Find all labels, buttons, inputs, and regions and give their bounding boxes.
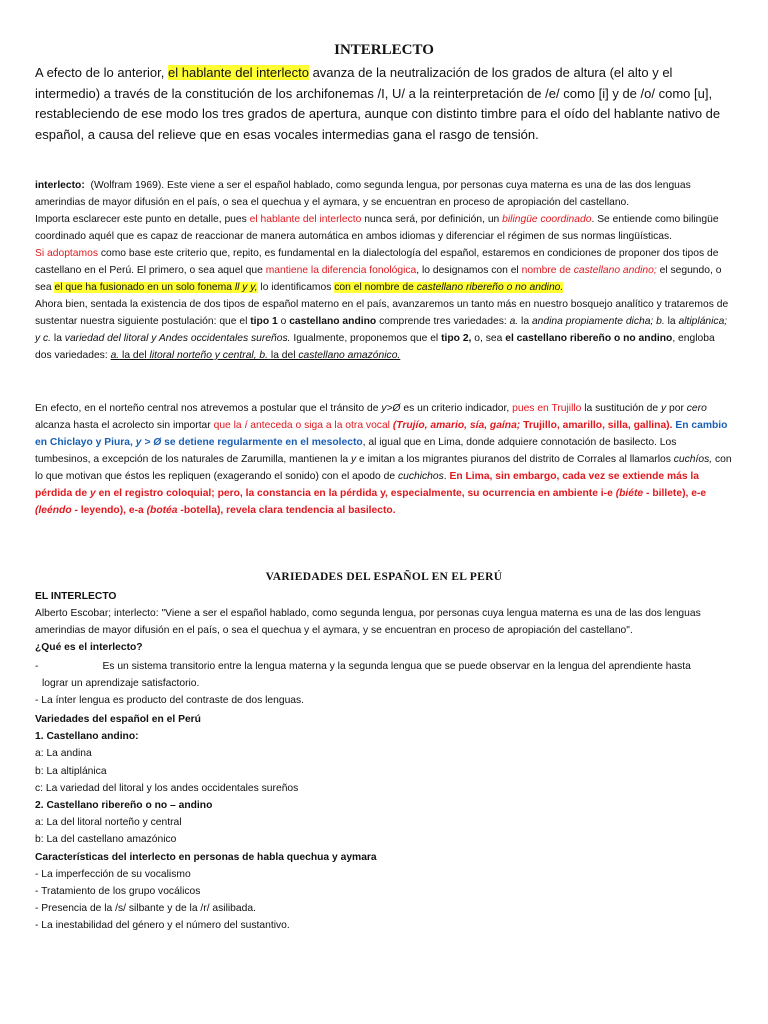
red-trujillo-ejemplos: Trujillo, amarillo, silla, gallina). — [523, 420, 673, 431]
n-text: por — [669, 403, 684, 414]
n-text: , al igual que en Lima, donde adquiere connotación de basilecto. Los tumbesinos, a excepción de los naturales de Zarumilla, mantienen la — [35, 437, 677, 465]
red-castellano-andino: castellano andino; — [573, 265, 657, 276]
red-lima: - leyendo), e-a — [74, 505, 144, 516]
crit-text: el segundo, o sea — [35, 265, 722, 293]
n-text: y — [350, 454, 357, 465]
section2-top — [35, 588, 733, 656]
dash: - — [35, 661, 39, 672]
highlight-hablante: el hablante del interlecto — [168, 65, 309, 80]
red-hablante: el hablante del interlecto — [249, 214, 362, 225]
red-lima: En Lima, sin embargo, cada vez se extiende más la pérdida de — [35, 471, 700, 499]
tipos-text: litoral norteño y central, b. — [149, 350, 269, 361]
heading-el-interlecto: EL INTERLECTO — [35, 591, 117, 602]
bullet-1-cont: lograr un aprendizaje satisfactorio. — [42, 678, 200, 690]
bullet-list — [35, 658, 733, 710]
tipos-text: altiplánica; y c. — [35, 316, 728, 344]
title-variedades: VARIEDADES DEL ESPAÑOL EN EL PERÚ — [265, 571, 503, 583]
var-heading: Variedades del español en el Perú — [35, 714, 201, 725]
variedades-list — [35, 711, 733, 935]
question-que-es: ¿Qué es el interlecto? — [35, 642, 143, 653]
tipos-text: a. — [110, 350, 120, 361]
red-mantiene: mantiene la diferencia fonológica — [265, 265, 417, 276]
tipos-text: o — [280, 316, 287, 327]
blue-chiclayo: y > Ø — [135, 437, 162, 448]
n-text: En efecto, en el norteño central nos atrevemos a postular que el tránsito de — [35, 403, 379, 414]
list-item: - Presencia de la /s/ silbante y de la /r/ asilibada. — [35, 903, 256, 915]
crit-text: como base este criterio que, repito, es fundamental en la dialectología del español, estaremos en condiciones de proponer dos tipos de castellano en el Perú. El primero, o sea aquel que — [35, 248, 719, 276]
escobar-quote: Alberto Escobar; interlecto: "Viene a ser el español hablado, como segunda lengua, por personas cuya lengua materna es una de las dos lenguas amerindias de mayor difusión en el país, o sea el quechua y el aymara, y se encuentran en proceso de apropiación del castellano". — [35, 608, 701, 636]
tipos-text: la — [53, 333, 62, 344]
norteno-block — [35, 400, 733, 519]
list-item: a: La andina — [35, 748, 92, 760]
tipos-paragraph — [35, 296, 733, 364]
highlight-con-nombre: con el nombre de — [334, 282, 414, 293]
tipos-text: variedad del litoral y Andes occidentales sureños. — [64, 333, 291, 344]
n-text: y>Ø — [381, 403, 401, 414]
title-interlecto: INTERLECTO — [334, 42, 434, 58]
n-text: . — [443, 471, 447, 482]
bullet-1 — [35, 658, 733, 675]
castellano-ribereno-heading: 2. Castellano ribereño o no – andino — [35, 800, 213, 812]
list-item: b: La altiplánica — [35, 765, 107, 777]
n-text: la sustitución de — [584, 403, 659, 414]
crit-text: , lo designamos con el — [416, 265, 519, 276]
n-text: cero — [686, 403, 707, 414]
tipos-text: la — [667, 316, 676, 327]
red-nombre: nombre de — [521, 265, 571, 276]
norteno-paragraph — [35, 400, 733, 519]
list-item: - La imperfección de su vocalismo — [35, 868, 191, 880]
red-si-adoptamos: Si adoptamos — [35, 248, 98, 259]
red-lima: y — [89, 488, 96, 499]
highlight-fusion: el que ha fusionado en un solo fonema — [54, 282, 232, 293]
red-bilingue: bilingüe coordinado — [502, 214, 592, 225]
intro-paragraph — [35, 63, 733, 146]
castellano-andino-heading: 1. Castellano andino: — [35, 731, 139, 743]
bullet-2: - La ínter lengua es producto del contraste de dos lenguas. — [35, 695, 305, 707]
red-lima: -botella), revela clara tendencia al basilecto. — [180, 505, 396, 516]
red-lima: (leéndo — [35, 505, 72, 516]
tipos-text: andina propiamente dicha; b. — [531, 316, 665, 327]
tipos-text: Igualmente, proponemos que el — [293, 333, 439, 344]
highlight-ribereno: castellano ribereño o no andino. — [416, 282, 564, 293]
tipos-text: , engloba dos variedades: — [35, 333, 715, 361]
tipos-text: la del — [122, 350, 147, 361]
definition-paragraph — [35, 177, 733, 211]
def-text: (Wolfram 1969). Este viene a ser el español hablado, como segunda lengua, por personas cuya materna es una de las dos lenguas amerindias de mayor difusión en el país, o sea el quechua y el aymara, y se encuentran en proceso de apropiación del castellano. — [35, 180, 691, 208]
red-lima: en el registro coloquial; pero, la constancia en la pérdida y, especialmente, su ocurrencia en ambiente i-e — [98, 488, 613, 499]
tipos-text: o, sea — [474, 333, 503, 344]
bullet-1-text: Es un sistema transitorio entre la lengua materna y la segunda lengua que se puede observar en la lengua del aprendiente hasta — [102, 661, 691, 672]
definition-block — [35, 177, 733, 364]
n-text: cuchichos — [397, 471, 444, 482]
def-text: Importa esclarecer este punto en detalle, pues — [35, 214, 247, 225]
p1-text: avanza de la neutralización de los grados de altura (el alto y el intermedio) a través de la constitución de los archifonemas /I, U/ a la reinterpretación de /e/ como [i] y de /o/ como [u], restableciendo de ese modo los tres grados de apertura, aunque con distinto timbre para el oído del hablante nativo de español, a causa del relieve que en esas vocales intermedias gana el rasgo de tensión. — [35, 65, 721, 143]
def-text: nunca será, por definición, un — [364, 214, 500, 225]
n-text: e imitan a los migrantes piuranos del distrito de Corrales al llamarlos — [359, 454, 671, 465]
n-text: cuchíos, — [673, 454, 713, 465]
red-que: que la — [213, 420, 242, 431]
red-lima: - billete), e-e — [646, 488, 707, 499]
crit-text: lo identificamos — [260, 282, 332, 293]
highlight-lly: ll y y, — [234, 282, 258, 293]
red-antecede: anteceda o siga a la otra vocal — [250, 420, 390, 431]
bold-ribereno: el castellano ribereño o no andino — [505, 333, 673, 344]
list-item: a: La del litoral norteño y central — [35, 817, 182, 829]
def-text: . Se entiende como bilingüe coordinado aquél que es capaz de reaccionar de manera automática en ambos idiomas y diferenciar el régimen de sus normas lingüísticas. — [35, 214, 719, 242]
tipos-text: comprende tres variedades: — [379, 316, 507, 327]
list-item: b: La del castellano amazónico — [35, 834, 177, 846]
tipos-text: a. — [509, 316, 519, 327]
list-item: - La inestabilidad del género y el número del sustantivo. — [35, 920, 290, 932]
n-text: alcanza hasta el acrolecto sin importar — [35, 420, 211, 431]
bold-tipo2: tipo 2, — [441, 333, 472, 344]
term-interlecto: interlecto: — [35, 180, 85, 191]
tipos-text: la — [521, 316, 530, 327]
tipos-text: Ahora bien, sentada la existencia de dos tipos de español materno en el país, avanzaremos un tanto más en nuestro bosquejo analítico y trataremos de sustentar nuestra siguiente postulación: que el — [35, 299, 729, 327]
red-i: í — [244, 420, 248, 431]
bilingue-paragraph — [35, 211, 733, 245]
caracteristicas-heading: Características del interlecto en personas de habla quechua y aymara — [35, 851, 377, 863]
red-lima: (biéte — [615, 488, 644, 499]
red-trujillo: pues en Trujillo — [512, 403, 582, 414]
red-ejemplos: (Trujío, amario, sía, gaína; — [392, 420, 521, 431]
bold-andino: castellano andino — [289, 316, 377, 327]
n-text: con lo que motivan que éstos les repliquen (exagerando el sonido) con el apodo de — [35, 454, 732, 482]
p1-text: A efecto de lo anterior, — [35, 65, 165, 80]
n-text: es un criterio indicador, — [403, 403, 510, 414]
bold-tipo1: tipo 1 — [250, 316, 278, 327]
criterio-paragraph — [35, 245, 733, 296]
blue-chiclayo: En cambio en Chiclayo y Piura, — [35, 420, 728, 448]
n-text: y — [660, 403, 667, 414]
red-lima: (botéa — [146, 505, 178, 516]
blue-chiclayo: se detiene regularmente en el mesolecto — [164, 437, 363, 448]
tipos-text: castellano amazónico. — [298, 350, 401, 361]
list-item: - Tratamiento de los grupo vocálicos — [35, 886, 201, 898]
tipos-text: la del — [270, 350, 296, 361]
list-item: c: La variedad del litoral y los andes occidentales sureños — [35, 782, 299, 794]
